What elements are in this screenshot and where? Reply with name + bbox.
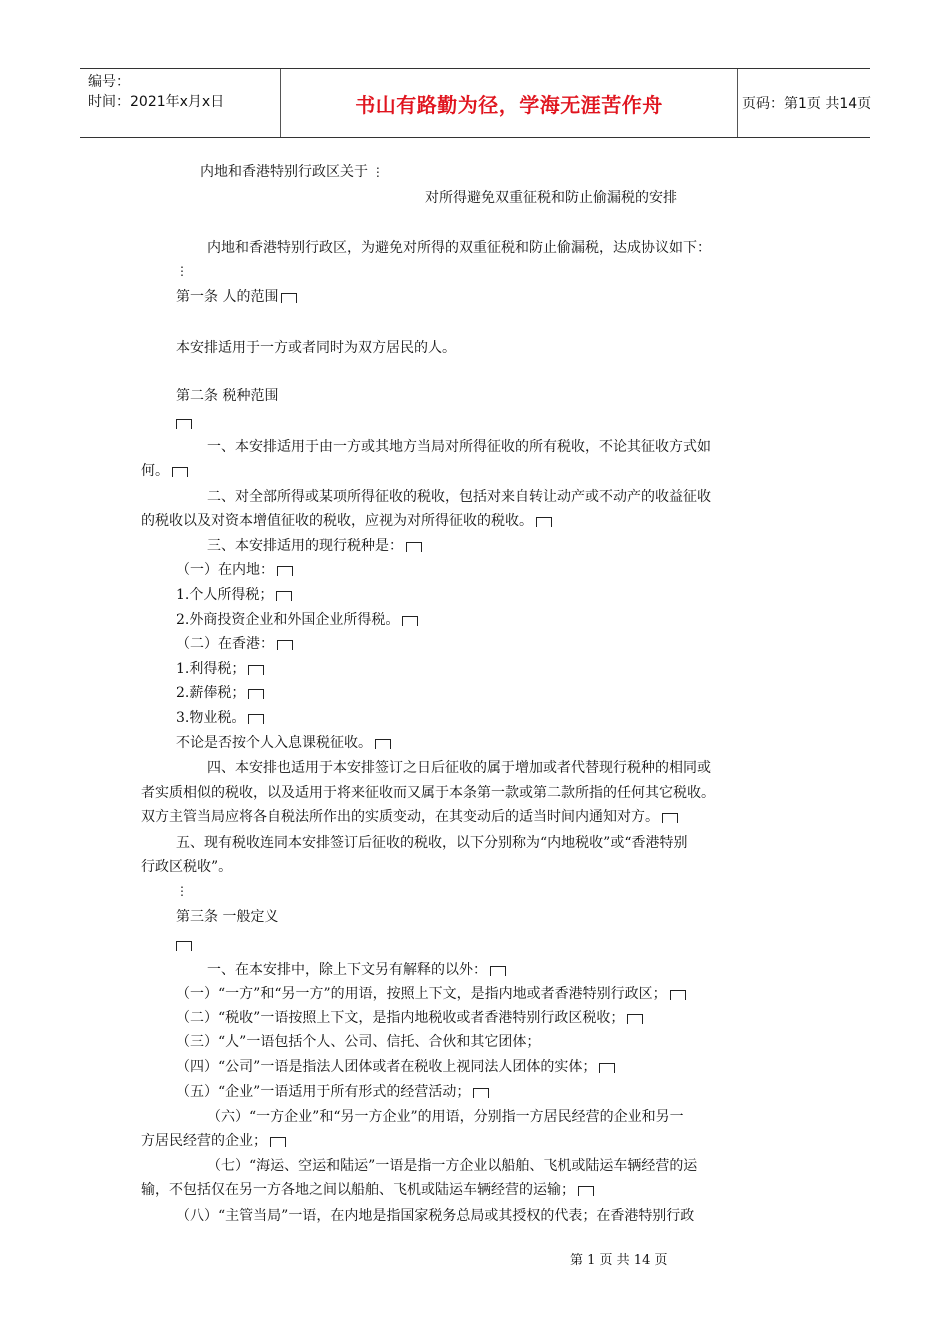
article-2-heading: 第二条 税种范围 — [176, 388, 279, 404]
format-mark-2: ⋮ — [176, 884, 188, 898]
art3-def-5: （五）“企业”一语适用于所有形式的经营活动； — [176, 1083, 489, 1101]
art2-hongkong-item-3: 3.物业税。 — [176, 709, 264, 727]
art3-para1: 一、在本安排中，除上下文另有解释的以外： — [207, 961, 506, 979]
motto-text: 书山有路勤为径，学海无涯苦作舟 — [355, 92, 663, 117]
art3-def-6-line2: 方居民经营的企业； — [141, 1132, 286, 1150]
art3-def-1: （一）“一方”和“另一方”的用语，按照上下文，是指内地或者香港特别行政区； — [176, 985, 686, 1003]
art2-hongkong-item-1: 1.利得税； — [176, 660, 264, 678]
art2-para4-line1: 四、本安排也适用于本安排签订之日后征收的属于增加或者代替现行税种的相同或 — [207, 760, 711, 776]
paragraph-mark — [176, 414, 192, 432]
article-1-text: 本安排适用于一方或者同时为双方居民的人。 — [176, 340, 456, 356]
art2-para1-line1: 一、本安排适用于由一方或其地方当局对所得征收的所有税收，不论其征收方式如 — [207, 439, 711, 455]
art2-para5-line2: 行政区税收”。 — [141, 859, 233, 875]
title-line-2: 对所得避免双重征税和防止偷漏税的安排 — [425, 190, 677, 206]
art2-para5-line1: 五、现有税收连同本安排签订后征收的税收，以下分别称为“内地税收”或“香港特别 — [176, 835, 688, 851]
art2-para1-line2: 何。 — [141, 462, 188, 480]
time-label: 时间：2021年x月x日 — [88, 94, 225, 110]
art2-para2-line2: 的税收以及对资本增值征收的税收，应视为对所得征收的税收。 — [141, 512, 552, 530]
header-meta — [80, 69, 280, 137]
art2-para2-line1: 二、对全部所得或某项所得征收的税收，包括对来自转让动产或不动产的收益征收 — [207, 489, 711, 505]
paragraph-mark-2 — [176, 936, 192, 954]
art2-para4-line3: 双方主管当局应将各自税法所作出的实质变动，在其变动后的适当时间内通知对方。 — [141, 808, 678, 826]
art3-def-2: （二）“税收”一语按照上下文，是指内地税收或者香港特别行政区税收； — [176, 1009, 643, 1027]
header-page-info: 页码：第1页 共14页 — [742, 96, 872, 112]
art2-para3: 三、本安排适用的现行税种是： — [207, 537, 422, 555]
art3-def-8-line1: （八）“主管当局”一语，在内地是指国家税务总局或其授权的代表；在香港特别行政 — [176, 1208, 695, 1224]
art2-hongkong: （二）在香港： — [176, 635, 293, 653]
page-footer: 第 1 页 共 14 页 — [570, 1253, 668, 1268]
art3-def-4: （四）“公司”一语是指法人团体或者在税收上视同法人团体的实体； — [176, 1058, 615, 1076]
intro-paragraph: 内地和香港特别行政区，为避免对所得的双重征税和防止偷漏税，达成协议如下： — [207, 240, 711, 256]
article-3-heading: 第三条 一般定义 — [176, 909, 279, 925]
art3-def-7-line2: 输，不包括仅在另一方各地之间以船舶、飞机或陆运车辆经营的运输； — [141, 1181, 594, 1199]
art2-para4-line2: 者实质相似的税收，以及适用于将来征收而又属于本条第一款或第二款所指的任何其它税收。 — [141, 785, 715, 801]
art2-mainland: （一）在内地： — [176, 561, 293, 579]
page-header — [80, 68, 870, 138]
art2-hongkong-item-2: 2.薪俸税； — [176, 684, 264, 702]
art3-def-6-line1: （六）“一方企业”和“另一方企业”的用语，分别指一方居民经营的企业和另一 — [207, 1109, 684, 1125]
art2-mainland-item-2: 2.外商投资企业和外国企业所得税。 — [176, 611, 418, 629]
art2-mainland-item-1: 1.个人所得税； — [176, 586, 292, 604]
article-1-heading: 第一条 人的范围 — [176, 288, 297, 306]
format-mark: ⋮ — [176, 264, 188, 278]
header-motto — [280, 69, 738, 137]
number-label: 编号： — [88, 74, 130, 90]
art2-hongkong-note: 不论是否按个人入息课税征收。 — [176, 734, 391, 752]
art3-def-3: （三）“人”一语包括个人、公司、信托、合伙和其它团体； — [176, 1034, 541, 1050]
art3-def-7-line1: （七）“海运、空运和陆运”一语是指一方企业以船舶、飞机或陆运车辆经营的运 — [207, 1158, 698, 1174]
title-line-1: 内地和香港特别行政区关于 ⋮ — [200, 164, 384, 180]
